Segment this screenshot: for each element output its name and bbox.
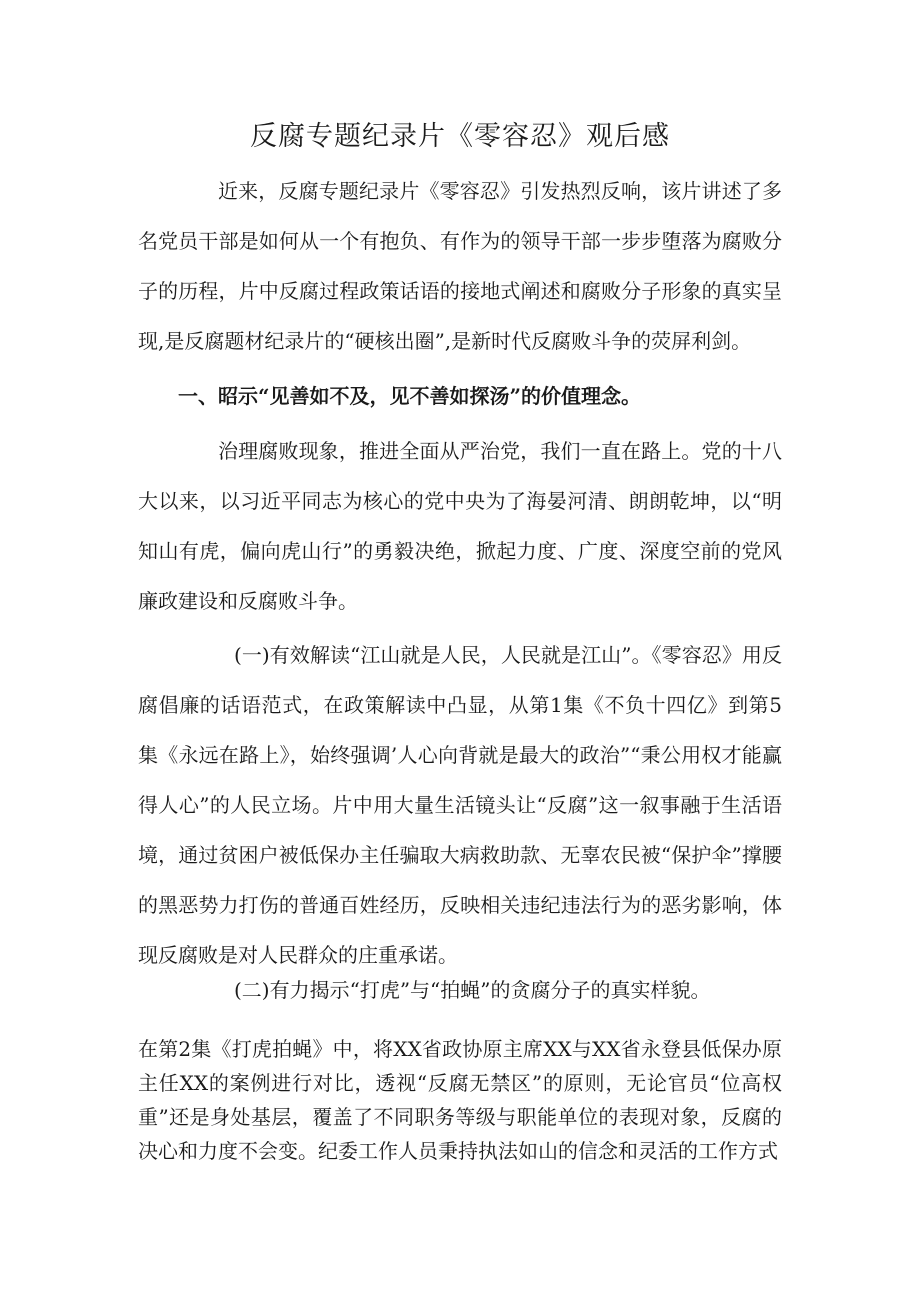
subsection-1-paragraph: (一)有效解读“江山就是人民，人民就是江山”。《零容忍》用反腐倡廉的话语范式，在政策解读中凸显，从第1集《不负十四亿》到第5集《永远在路上》，始终强调’人心向背就是最大的政治”“秉公用权才能赢得人心”的人民立场。片中用大量生活镜头让“反腐”这一叙事融于生活语境，通过贫困户被低保办主任骗取大病救助款、无辜农民被“保护伞”撑腰的黑恶势力打伤的普通百姓经历，反映相关违纪违法行为的恶劣影响，体现反腐败是对人民群众的庄重承诺。 xyxy=(138,643,782,967)
section-1-paragraph: 治理腐败现象，推进全面从严治党，我们一直在路上。党的十八大以来，以习近平同志为核心的党中央为了海晏河清、朗朗乾坤，以“明知山有虎，偏向虎山行”的勇毅决绝，掀起力度、广度、深度空前的党风廉政建设和反腐败斗争。 xyxy=(138,439,782,613)
subsection-2-paragraph: 在第2集《打虎拍蝇》中，将XX省政协原主席XX与XX省永登县低保办原主任XX的案例进行对比，透视“反腐无禁区”的原则，无论官员“位高权重”还是身处基层，覆盖了不同职务等级与职能单位的表现对象，反腐的决心和力度不会变。纪委工作人员秉持执法如山的信念和灵活的工作方式 xyxy=(138,1037,782,1163)
document-title: 反腐专题纪录片《零容忍》观后感 xyxy=(250,121,670,152)
intro-paragraph: 近来，反腐专题纪录片《零容忍》引发热烈反响，该片讲述了多名党员干部是如何从一个有抱负、有作为的领导干部一步步堕落为腐败分子的历程，片中反腐过程政策话语的接地式阐述和腐败分子形象的真实呈现,是反腐题材纪录片的“硬核出圈”,是新时代反腐败斗争的荧屏利剑。 xyxy=(138,179,782,353)
section-heading-1: 一、昭示“见善如不及，见不善如探汤”的价值理念。 xyxy=(178,384,642,408)
subsection-heading-2: (二)有力揭示“打虎”与“拍蝇”的贪腐分子的真实样貌。 xyxy=(234,978,711,1002)
